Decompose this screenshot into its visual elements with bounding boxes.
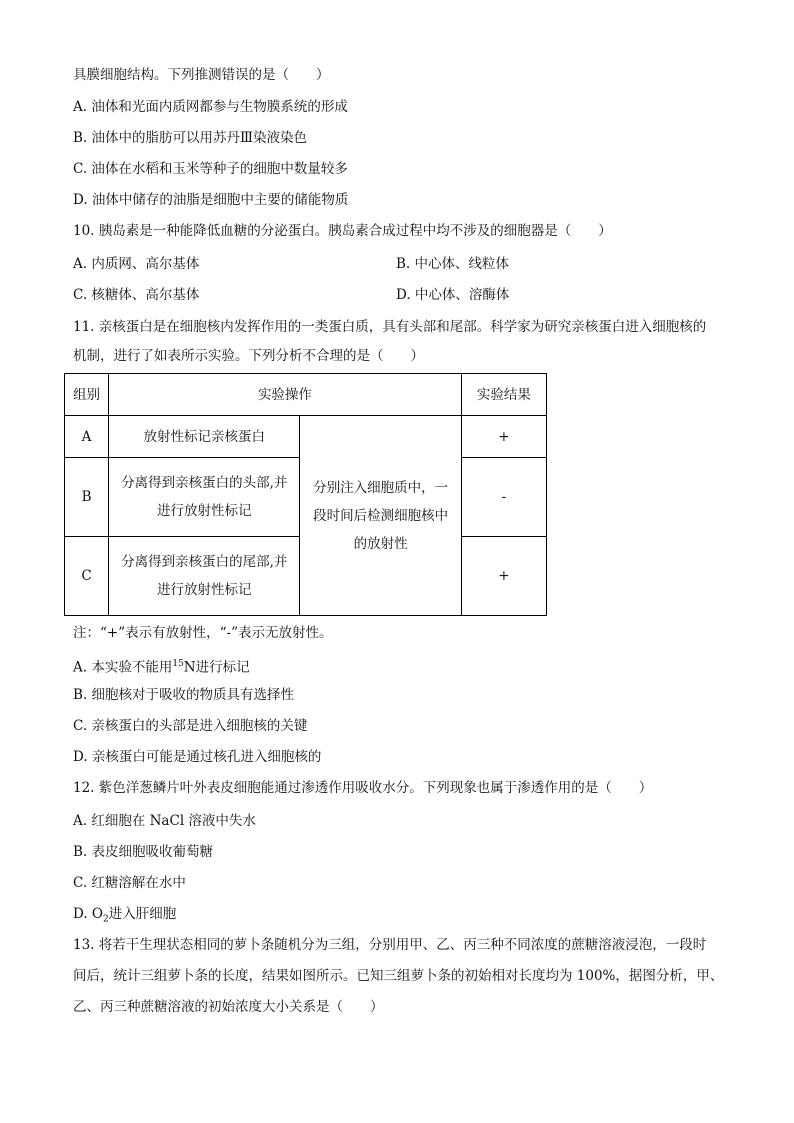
q9-option-a: A. 油体和光面内质网都参与生物膜系统的形成 <box>73 99 348 115</box>
header-result: 实验结果 <box>461 374 546 416</box>
row-b-operation-line1: 分离得到亲核蛋白的头部,并 <box>121 475 288 491</box>
row-b-group: B <box>65 458 109 537</box>
shared-operation-line3: 的放射性 <box>353 535 408 552</box>
shared-operation-line1: 分别注入细胞质中，一 <box>313 479 449 496</box>
q13-line1: 13. 将若干生理状态相同的萝卜条随机分为三组，分别用甲、乙、丙三种不同浓度的蔗糖溶液浸泡，一段时 <box>73 937 707 953</box>
row-c-group: C <box>65 537 109 616</box>
row-c-operation-line2: 进行放射性标记 <box>157 582 252 598</box>
q12-option-d <box>73 905 176 929</box>
q12-option-d-sub: 2 <box>103 914 109 925</box>
q11-option-d: D. 亲核蛋白可能是通过核孔进入细胞核的 <box>73 749 322 765</box>
q13-line2: 间后，统计三组萝卜条的长度，结果如图所示。已知三组萝卜条的初始相对长度均为 100%，据图分析，甲、 <box>73 968 724 984</box>
row-c-operation-line1: 分离得到亲核蛋白的尾部,并 <box>121 554 288 570</box>
q9-option-d: D. 油体中储存的油脂是细胞中主要的储能物质 <box>73 192 349 208</box>
q12-option-c: C. 红糖溶解在水中 <box>73 875 186 891</box>
row-a-result: + <box>461 416 546 458</box>
shared-operation <box>300 416 461 616</box>
q10-option-b: B. 中心体、线粒体 <box>396 256 510 272</box>
row-b-operation <box>109 458 300 537</box>
q12-option-d-post: 进入肝细胞 <box>108 906 177 922</box>
q12-option-d-pre: D. O <box>73 906 103 922</box>
q11-option-b: B. 细胞核对于吸收的物质具有选择性 <box>73 687 295 703</box>
experiment-table <box>64 373 547 616</box>
q9-option-c: C. 油体在水稻和玉米等种子的细胞中数量较多 <box>73 161 348 177</box>
q9-option-b: B. 油体中的脂肪可以用苏丹Ⅲ染液染色 <box>73 130 308 146</box>
q11-option-a-pre: A. 本实验不能用 <box>73 659 173 676</box>
q11-option-a-post: N进行标记 <box>183 659 250 676</box>
row-a-group: A <box>65 416 109 458</box>
q10-stem: 10. 胰岛素是一种能降低血糖的分泌蛋白。胰岛素合成过程中均不涉及的细胞器是（ ） <box>73 223 612 239</box>
q11-stem-line1: 11. 亲核蛋白是在细胞核内发挥作用的一类蛋白质，具有头部和尾部。科学家为研究亲核蛋白进入细胞核的 <box>73 319 707 335</box>
q13-line3: 乙、丙三种蔗糖溶液的初始浓度大小关系是（ ） <box>73 999 384 1015</box>
q10-option-d: D. 中心体、溶酶体 <box>396 287 510 303</box>
q12-option-a: A. 红细胞在 NaCl 溶液中失水 <box>73 813 256 829</box>
q10-option-a: A. 内质网、高尔基体 <box>73 256 200 272</box>
header-group: 组别 <box>65 374 109 416</box>
q11-stem-line2: 机制，进行了如表所示实验。下列分析不合理的是（ ） <box>73 348 424 364</box>
intro-line: 具膜细胞结构。下列推测错误的是（ ） <box>73 67 330 83</box>
q12-option-b: B. 表皮细胞吸收葡萄糖 <box>73 844 214 860</box>
q10-option-c: C. 核糖体、高尔基体 <box>73 287 200 303</box>
q12-stem: 12. 紫色洋葱鳞片叶外表皮细胞能通过渗透作用吸收水分。下列现象也属于渗透作用的是（ ） <box>73 780 653 796</box>
row-c-result: + <box>461 537 546 616</box>
q11-option-c: C. 亲核蛋白的头部是进入细胞核的关键 <box>73 718 308 734</box>
q11-option-a <box>73 655 250 677</box>
header-operation: 实验操作 <box>109 374 462 416</box>
table-note: 注：“+”表示有放射性，“-”表示无放射性。 <box>73 625 333 641</box>
row-c-operation <box>109 537 300 616</box>
row-b-result: - <box>461 458 546 537</box>
q11-option-a-sup: 15 <box>172 659 184 669</box>
shared-operation-line2: 段时间后检测细胞核中 <box>313 507 449 524</box>
row-a-operation: 放射性标记亲核蛋白 <box>109 416 300 458</box>
row-b-operation-line2: 进行放射性标记 <box>157 503 252 519</box>
